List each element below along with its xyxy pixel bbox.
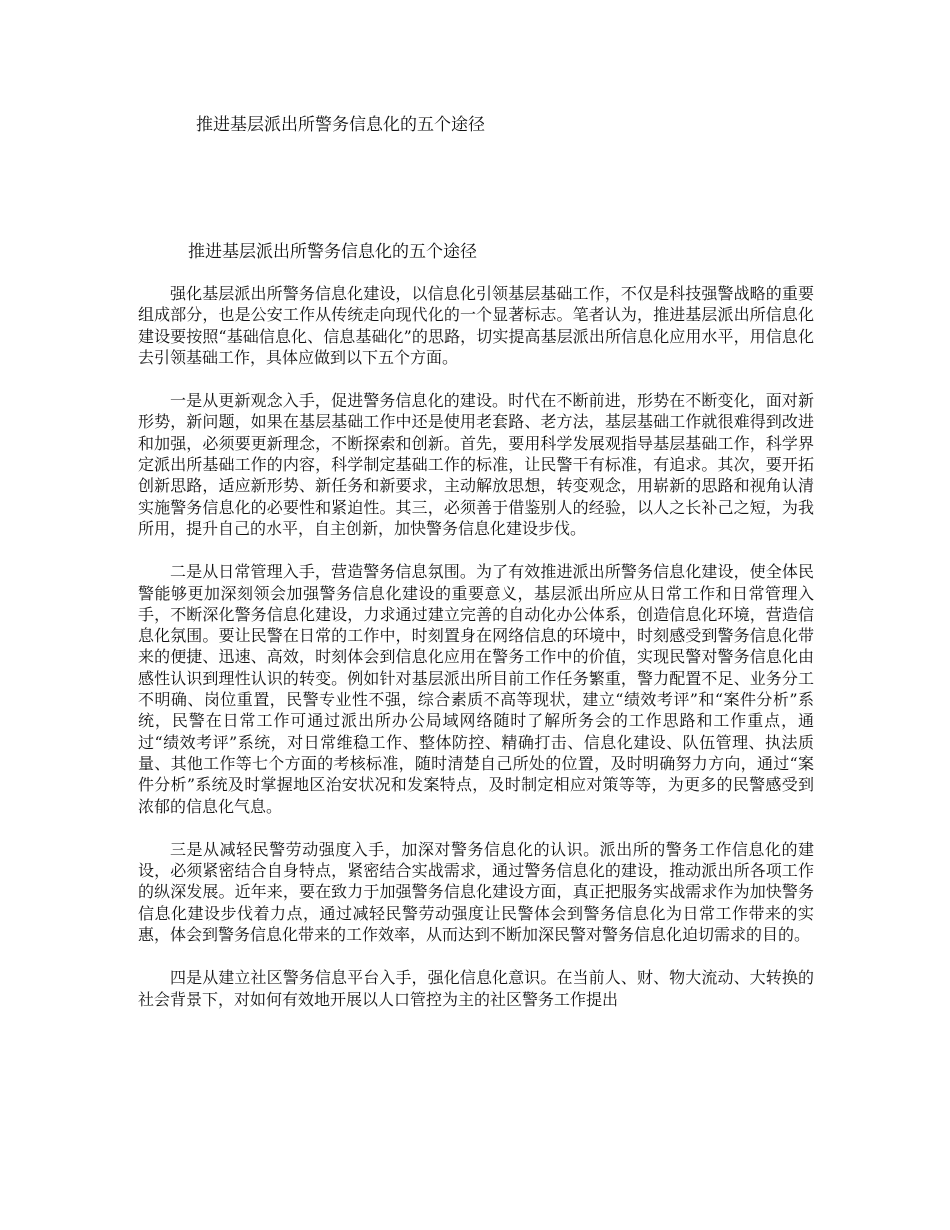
paragraph-two: 二是从日常管理入手，营造警务信息氛围。为了有效推进派出所警务信息化建设，使全体民警能够更加深刻领会加强警务信息化建设的重要意义，基层派出所应从日常工作和日常管理入手，不断深化警务信息化建设，力求通过建立完善的自动化办公体系，创造信息化环境，营造信息化氛围。要让民警在日常的工作中，时刻置身在网络信息的环境中，时刻感受到警务信息化带来的便捷、迅速、高效，时刻体会到信息化应用在警务工作中的价值，实现民警对警务信息化由感性认识到理性认识的转变。例如针对基层派出所目前工作任务繁重，警力配置不足、业务分工不明确、岗位重置，民警专业性不强，综合素质不高等现状，建立“绩效考评”和“案件分析”系统，民警在日常工作可通过派出所办公局域网络随时了解所务会的工作思路和工作重点，通过“绩效考评”系统，对日常维稳工作、整体防控、精确打击、信息化建设、队伍管理、执法质量、其他工作等七个方面的考核标准，随时清楚自己所处的位置，及时明确努力方向，通过“案件分析”系统及时掌握地区治安状况和发案特点，及时制定相应对策等等，为更多的民警感受到浓郁的信息化气息。 bbox=[138, 562, 814, 816]
page-header-title: 推进基层派出所警务信息化的五个途径 bbox=[196, 115, 485, 135]
document-body bbox=[138, 283, 814, 1032]
document-title: 推进基层派出所警务信息化的五个途径 bbox=[188, 242, 477, 262]
paragraph-intro: 强化基层派出所警务信息化建设，以信息化引领基层基础工作，不仅是科技强警战略的重要组成部分，也是公安工作从传统走向现代化的一个显著标志。笔者认为，推进基层派出所信息化建设要按照“基础信息化、信息基础化”的思路，切实提高基层派出所信息化应用水平，用信息化去引领基础工作，具体应做到以下五个方面。 bbox=[138, 284, 814, 367]
paragraph-one: 一是从更新观念入手，促进警务信息化的建设。时代在不断前进，形势在不断变化，面对新形势，新问题，如果在基层基础工作中还是使用老套路、老方法，基层基础工作就很难得到改进和加强，必须要更新理念，不断探索和创新。首先，要用科学发展观指导基层基础工作，科学界定派出所基础工作的内容，科学制定基础工作的标准，让民警干有标准，有追求。其次，要开拓创新思路，适应新形势、新任务和新要求，主动解放思想，转变观念，用崭新的思路和视角认清实施警务信息化的必要性和紧迫性。其三，必须善于借鉴别人的经验，以人之长补己之短，为我所用，提升自己的水平，自主创新，加快警务信息化建设步伐。 bbox=[138, 391, 814, 538]
paragraph-three: 三是从减轻民警劳动强度入手，加深对警务信息化的认识。派出所的警务工作信息化的建设，必须紧密结合自身特点，紧密结合实战需求，通过警务信息化的建设，推动派出所各项工作的纵深发展。近年来，要在致力于加强警务信息化建设方面，真正把服务实战需求作为加快警务信息化建设步伐着力点，通过减轻民警劳动强度让民警体会到警务信息化为日常工作带来的实惠，体会到警务信息化带来的工作效率，从而达到不断加深民警对警务信息化迫切需求的目的。 bbox=[138, 839, 814, 945]
paragraph-four: 四是从建立社区警务信息平台入手，强化信息化意识。在当前人、财、物大流动、大转换的社会背景下，对如何有效地开展以人口管控为主的社区警务工作提出 bbox=[138, 968, 814, 1009]
